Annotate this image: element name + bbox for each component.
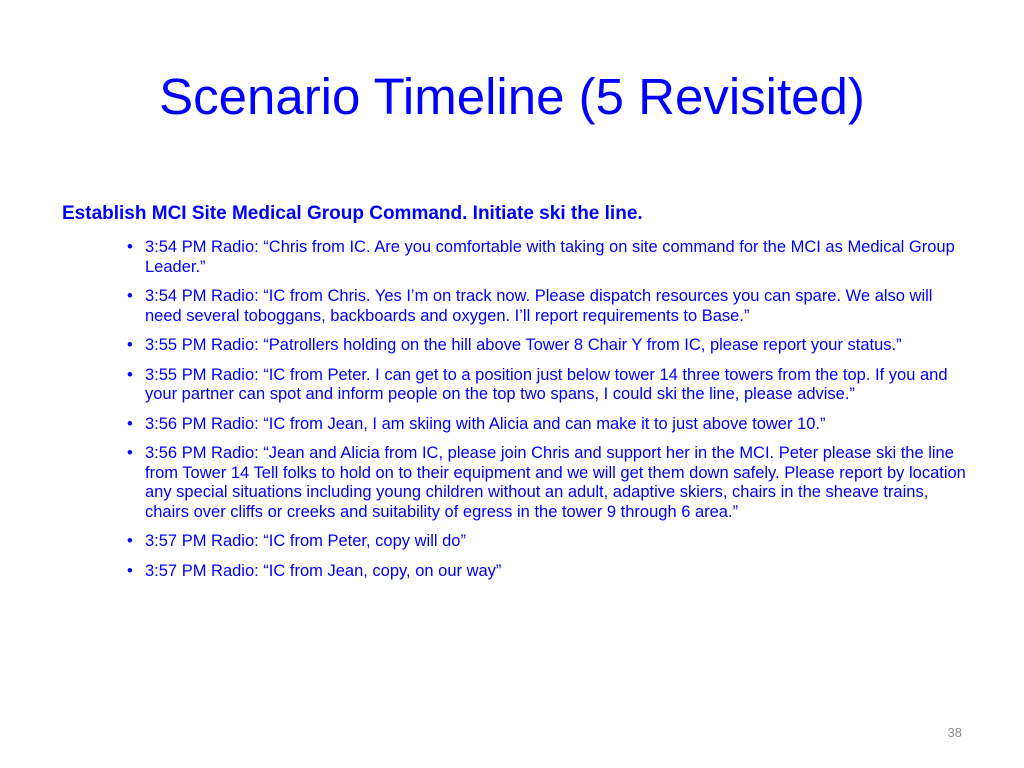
- bullet-item: [127, 415, 967, 435]
- bullet-text: 3:55 PM Radio: “IC from Peter. I can get to a position just below tower 14 three towers from the top. If you and your partner can spot and inform people on the top two spans, I could ski the line, please advise.”: [145, 365, 948, 403]
- bullet-list: [127, 238, 967, 591]
- page-number: 38: [947, 725, 962, 740]
- bullet-text: 3:56 PM Radio: “Jean and Alicia from IC, please join Chris and support her in the MCI. Peter please ski the line from Tower 14 Tell folks to hold on to their equipment and we will get them down safely. Please report by location any special situations including young children without an adult, adaptive skiers, chairs in the sheave trains, chairs over cliffs or creeks and suitability of egress in the tower 9 through 6 area.”: [145, 444, 966, 521]
- bullet-dot-icon: •: [127, 287, 133, 305]
- bullet-item: [127, 532, 967, 552]
- slide-title: Scenario Timeline (5 Revisited): [159, 68, 865, 125]
- bullet-text: 3:54 PM Radio: “IC from Chris. Yes I’m on track now. Please dispatch resources you can spare. We also will need several toboggans, backboards and oxygen. I’ll report requirements to Base.”: [145, 287, 933, 325]
- bullet-dot-icon: •: [127, 365, 133, 384]
- bullet-text: 3:57 PM Radio: “IC from Jean, copy, on our way”: [145, 561, 502, 580]
- bullet-text: 3:57 PM Radio: “IC from Peter, copy will do”: [145, 532, 466, 550]
- bullet-dot-icon: •: [127, 444, 133, 462]
- bullet-item: [127, 562, 967, 582]
- bullet-item: [127, 238, 967, 277]
- bullet-dot-icon: •: [127, 336, 133, 354]
- bullet-item: [127, 366, 967, 405]
- bullet-item: [127, 336, 967, 356]
- bullet-text: 3:55 PM Radio: “Patrollers holding on the hill above Tower 8 Chair Y from IC, please report your status.”: [145, 336, 902, 354]
- bullet-dot-icon: •: [127, 238, 133, 256]
- bullet-dot-icon: •: [127, 414, 133, 433]
- bullet-item: [127, 444, 967, 522]
- bullet-item: [127, 287, 967, 326]
- bullet-text: 3:56 PM Radio: “IC from Jean, I am skiing with Alicia and can make it to just above tower 10.”: [145, 414, 826, 433]
- bullet-dot-icon: •: [127, 561, 133, 580]
- section-heading: Establish MCI Site Medical Group Command. Initiate ski the line.: [62, 203, 643, 224]
- bullet-text: 3:54 PM Radio: “Chris from IC. Are you comfortable with taking on site command for the MCI as Medical Group Leader.”: [145, 238, 955, 276]
- bullet-dot-icon: •: [127, 532, 133, 550]
